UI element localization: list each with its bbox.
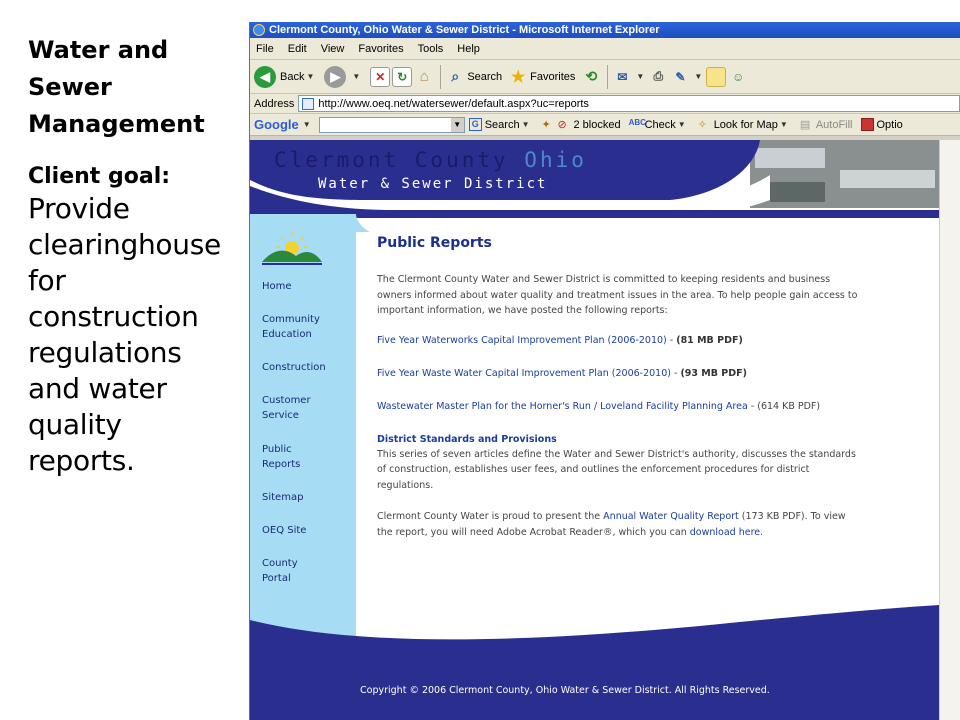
autofill-label: AutoFill xyxy=(815,118,853,131)
menu-view[interactable]: View xyxy=(320,42,345,55)
report-row xyxy=(377,399,937,414)
dropdown-arrow-icon[interactable]: ▼ xyxy=(694,72,703,81)
spell-check-button[interactable] xyxy=(629,118,690,131)
report-link-wastewater-cip[interactable]: Five Year Waste Water Capital Improvement Plan (2006-2010) xyxy=(377,367,671,379)
page-icon xyxy=(302,98,314,110)
menu-edit[interactable]: Edit xyxy=(287,42,307,55)
address-input[interactable] xyxy=(298,95,960,112)
options-button[interactable] xyxy=(861,118,903,131)
google-search-button[interactable] xyxy=(469,118,534,131)
nav-label: Service xyxy=(262,410,299,421)
report-link-waterworks-cip[interactable]: Five Year Waterworks Capital Improvement Plan (2006-2010) xyxy=(377,334,667,346)
dropdown-arrow-icon[interactable]: ▼ xyxy=(521,120,530,129)
spellcheck-icon: ABC xyxy=(628,118,646,127)
footer-copyright: Copyright © 2006 Clermont County, Ohio Water & Sewer District. All Rights Reserved. xyxy=(360,685,770,696)
nav-sitemap[interactable] xyxy=(262,490,352,505)
intro-paragraph xyxy=(377,272,937,319)
back-label: Back xyxy=(280,70,305,83)
options-icon xyxy=(861,118,874,131)
favorites-button[interactable] xyxy=(508,67,575,87)
google-search-label: Search xyxy=(484,118,520,131)
goal-line: regulations xyxy=(28,336,182,369)
address-label: Address xyxy=(254,97,295,110)
mail-icon[interactable]: ✉ xyxy=(617,69,628,84)
goal-line: reports. xyxy=(28,444,135,477)
page-title: Public Reports xyxy=(377,235,492,251)
waterfall-photo xyxy=(755,148,825,168)
google-g-icon: G xyxy=(469,118,482,131)
standards-description xyxy=(377,447,937,494)
client-goal-text xyxy=(28,191,243,479)
water-quality-paragraph xyxy=(377,509,937,540)
print-icon[interactable]: ⎙ xyxy=(653,69,664,83)
address-url: http://www.oeq.net/watersewer/default.aspx?uc=reports xyxy=(318,97,589,110)
standards-line: This series of seven articles define the Water and Sewer District's authority, discusses the standards xyxy=(377,448,856,460)
nav-label: OEQ Site xyxy=(262,525,307,536)
favorites-label: Favorites xyxy=(530,70,576,83)
waterfall-photo xyxy=(770,182,825,202)
google-search-input[interactable] xyxy=(319,117,465,133)
standard-toolbar xyxy=(250,60,960,94)
search-label: Search xyxy=(467,70,503,83)
google-toolbar xyxy=(250,114,960,136)
nav-label: Home xyxy=(262,281,292,292)
water-quality-line xyxy=(377,509,937,525)
site-title-accent: Ohio xyxy=(524,148,587,172)
toolbar-separator xyxy=(607,65,608,89)
intro-line: important information, we have posted the following reports: xyxy=(377,305,668,316)
nav-label: Sitemap xyxy=(262,492,304,503)
wq-text: (173 KB PDF). To view xyxy=(738,511,846,522)
district-standards-link[interactable]: District Standards and Provisions xyxy=(377,433,557,445)
client-goal-label: Client goal: xyxy=(28,164,171,189)
slide-text-panel xyxy=(28,32,243,479)
report-sep: - xyxy=(666,334,677,346)
nav-label: Community xyxy=(262,314,320,325)
report-row xyxy=(377,366,937,381)
nav-label: County xyxy=(262,558,298,569)
menu-help[interactable]: Help xyxy=(457,42,480,55)
report-sep: - xyxy=(747,400,758,412)
nav-customer-service[interactable] xyxy=(262,393,352,423)
home-icon[interactable]: ⌂ xyxy=(419,68,429,85)
map-sparkle-icon: ✧ xyxy=(697,119,707,131)
intro-line: The Clermont County Water and Sewer District is committed to keeping residents and business xyxy=(377,274,831,285)
dropdown-arrow-icon[interactable]: ▼ xyxy=(306,72,315,81)
nav-home[interactable] xyxy=(262,279,352,294)
report-link-master-plan[interactable]: Wastewater Master Plan for the Horner's Run / Loveland Facility Planning Area xyxy=(377,400,748,412)
goal-line: for xyxy=(28,264,66,297)
nav-public-reports[interactable] xyxy=(262,442,352,472)
nav-label: Construction xyxy=(262,362,326,373)
messenger-icon[interactable]: ☺ xyxy=(732,69,745,84)
toolbar-separator xyxy=(440,65,441,89)
nav-label: Portal xyxy=(262,573,291,584)
wq-text: . xyxy=(760,526,764,538)
nav-construction[interactable] xyxy=(262,360,352,375)
autofill-button[interactable] xyxy=(800,118,853,131)
back-button[interactable] xyxy=(254,66,318,88)
dropdown-arrow-icon[interactable]: ▼ xyxy=(636,72,645,81)
report-size: (614 KB PDF) xyxy=(757,400,821,412)
history-icon[interactable]: ⟲ xyxy=(585,68,598,84)
nav-community-education[interactable] xyxy=(262,312,352,342)
menu-bar xyxy=(250,38,960,60)
pagerank-icon[interactable]: ✦ xyxy=(541,119,551,131)
address-bar xyxy=(250,94,960,114)
intro-line: owners informed about water quality and treatment issues in the area. To help people gain access to xyxy=(377,289,858,301)
report-row xyxy=(377,333,937,348)
menu-tools[interactable]: Tools xyxy=(417,42,444,55)
wq-text: the report, you will need Adobe Acrobat Reader®, which you can xyxy=(377,526,690,538)
goal-line: and water xyxy=(28,372,167,405)
popup-blocker-button[interactable] xyxy=(557,118,620,131)
vertical-scrollbar[interactable] xyxy=(939,140,960,720)
menu-favorites[interactable]: Favorites xyxy=(358,42,404,55)
site-title-main: Clermont County xyxy=(274,148,525,172)
goal-line: construction xyxy=(28,300,199,333)
goal-line: clearinghouse xyxy=(28,228,221,261)
search-icon: ⌕ xyxy=(451,68,460,84)
wq-text: Clermont County Water is proud to present the xyxy=(377,511,604,522)
refresh-icon[interactable]: ↻ xyxy=(392,67,412,87)
dropdown-arrow-icon[interactable]: ▼ xyxy=(352,72,361,81)
stop-icon[interactable]: ✕ xyxy=(370,67,390,87)
waterfall-photo xyxy=(840,170,935,188)
standards-line: regulations. xyxy=(377,479,434,491)
annual-water-quality-report-link[interactable]: Annual Water Quality Report xyxy=(603,511,739,522)
nav-label: Customer xyxy=(262,395,311,406)
lookup-label: Look for Map xyxy=(713,118,778,131)
nav-county-portal[interactable] xyxy=(262,556,352,586)
look-for-map-button[interactable] xyxy=(698,118,792,131)
options-label: Optio xyxy=(876,118,903,131)
goal-line: quality xyxy=(28,408,122,441)
download-here-link[interactable]: download here xyxy=(689,526,761,538)
nav-label: Education xyxy=(262,329,312,340)
window-titlebar[interactable] xyxy=(250,22,960,38)
main-content xyxy=(377,235,937,540)
google-logo[interactable] xyxy=(254,117,299,132)
check-label: Check xyxy=(644,118,676,131)
slide-heading-line: Water and xyxy=(28,36,169,64)
browser-window xyxy=(249,22,960,720)
forward-button[interactable] xyxy=(324,66,364,88)
autofill-icon: ▤ xyxy=(799,119,811,131)
slide-heading xyxy=(28,32,243,143)
site-title xyxy=(274,148,587,172)
dropdown-arrow-icon[interactable]: ▼ xyxy=(302,120,311,129)
nav-label: Public xyxy=(262,444,292,455)
edit-icon[interactable]: ✎ xyxy=(675,69,686,84)
report-size: (81 MB PDF) xyxy=(676,334,743,346)
back-arrow-icon: ◀ xyxy=(254,66,276,88)
slide-heading-line: Sewer xyxy=(28,73,112,101)
forward-arrow-icon: ▶ xyxy=(324,66,346,88)
standards-line: of construction, establishes user fees, and outlines the enforcement procedures for district xyxy=(377,464,810,475)
goal-line: Provide xyxy=(28,192,130,225)
search-button[interactable] xyxy=(445,67,502,87)
slide-heading-line: Management xyxy=(28,110,205,138)
water-quality-line xyxy=(377,525,937,541)
dropdown-arrow-icon[interactable]: ▼ xyxy=(677,120,686,129)
note-icon[interactable] xyxy=(706,67,726,87)
dropdown-arrow-icon[interactable]: ▼ xyxy=(779,120,788,129)
web-page xyxy=(250,140,939,720)
popup-blocked-icon: ⊘ xyxy=(557,119,567,131)
ie-logo-icon xyxy=(253,24,265,36)
window-title: Clermont County, Ohio Water & Sewer District - Microsoft Internet Explorer xyxy=(269,24,660,36)
nav-label: Reports xyxy=(262,459,301,470)
nav-oeq-site[interactable] xyxy=(262,523,352,538)
site-subtitle: Water & Sewer District xyxy=(318,176,548,192)
star-icon: ★ xyxy=(511,68,526,86)
menu-file[interactable]: File xyxy=(256,42,274,55)
blocked-label: 2 blocked xyxy=(573,118,621,131)
report-size: (93 MB PDF) xyxy=(680,367,747,379)
google-logo-text: Google xyxy=(254,117,299,132)
report-sep: - xyxy=(670,367,681,379)
